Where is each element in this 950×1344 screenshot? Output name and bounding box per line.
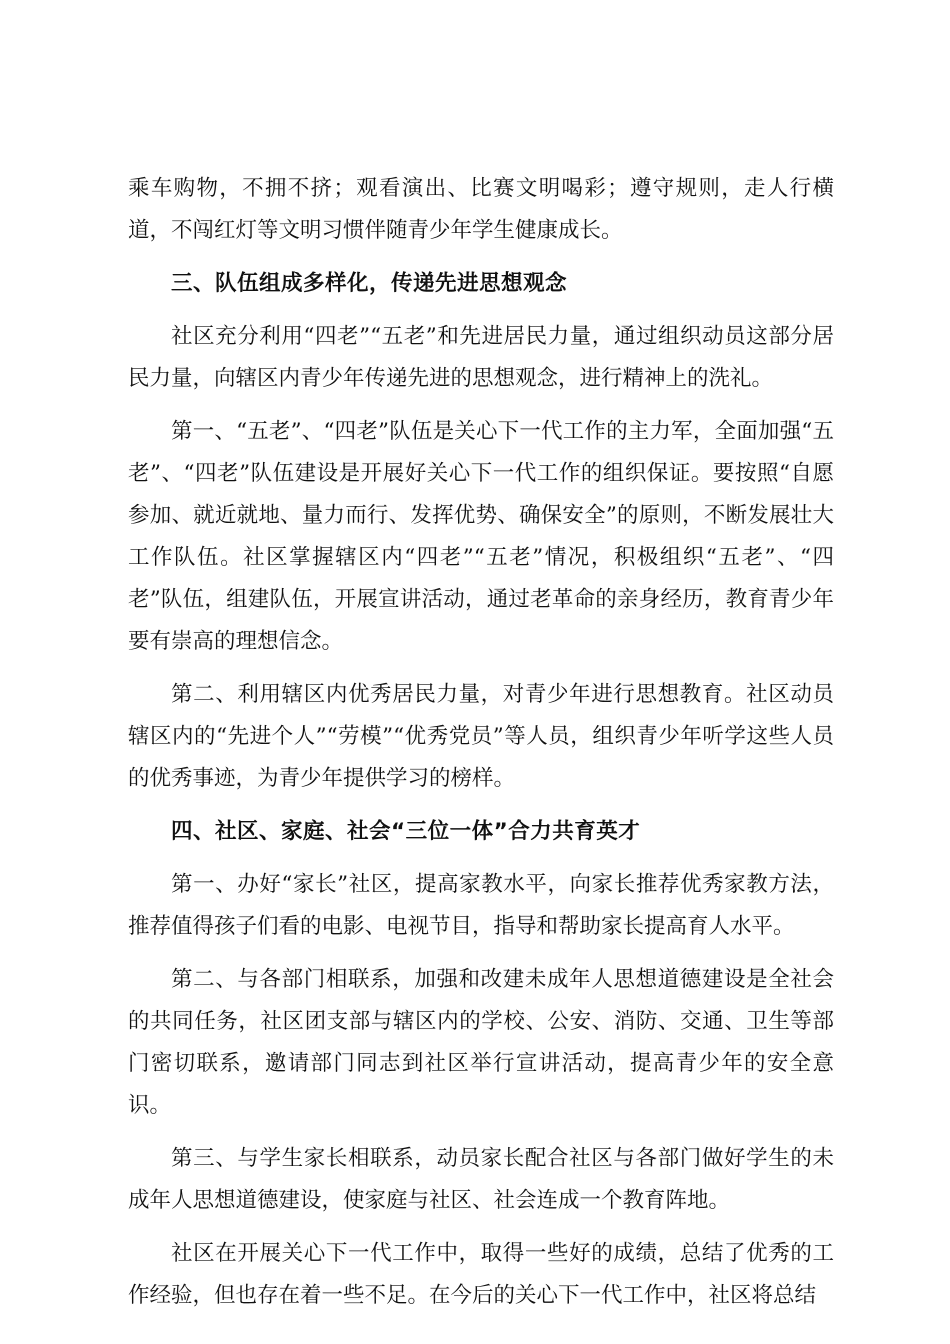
section-heading-three: 三、队伍组成多样化，传递先进思想观念 <box>171 271 568 296</box>
paragraph-continuation: 乘车购物，不拥不挤；观看演出、比赛文明喝彩；遵守规则，走人行横道，不闯红灯等文明习惯伴随青少年学生健康成长。 <box>128 176 834 243</box>
paragraph: 社区充分利用“四老”“五老”和先进居民力量，通过组织动员这部分居民力量，向辖区内青少年传递先进的思想观念，进行精神上的洗礼。 <box>128 324 834 391</box>
paragraph: 第二、利用辖区内优秀居民力量，对青少年进行思想教育。社区动员辖区内的“先进个人”“劳模”“优秀党员”等人员，组织青少年听学这些人员的优秀事迹，为青少年提供学习的榜样。 <box>128 682 834 791</box>
paragraph: 第三、与学生家长相联系，动员家长配合社区与各部门做好学生的未成年人思想道德建设，使家庭与社区、社会连成一个教育阵地。 <box>128 1146 834 1213</box>
paragraph: 第一、办好“家长”社区，提高家教水平，向家长推荐优秀家教方法，推荐值得孩子们看的电影、电视节目，指导和帮助家长提高育人水平。 <box>128 872 834 939</box>
paragraph: 社区在开展关心下一代工作中，取得一些好的成绩，总结了优秀的工作经验，但也存在着一些不足。在今后的关心下一代工作中，社区将总结 <box>128 1241 834 1308</box>
paragraph: 第二、与各部门相联系，加强和改建未成年人思想道德建设是全社会的共同任务，社区团支部与辖区内的学校、公安、消防、交通、卫生等部门密切联系，邀请部门同志到社区举行宣讲活动，提高青少年的安全意识。 <box>128 967 834 1118</box>
document-body <box>128 168 834 1328</box>
paragraph: 第一、“五老”、“四老”队伍是关心下一代工作的主力军，全面加强“五老”、“四老”队伍建设是开展好关心下一代工作的组织保证。要按照“自愿参加、就近就地、量力而行、发挥优势、确保安全”的原则，不断发展壮大工作队伍。社区掌握辖区内“四老”“五老”情况，积极组织“五老”、“四老”队伍，组建队伍，开展宣讲活动，通过老革命的亲身经历，教育青少年要有崇高的理想信念。 <box>128 419 834 654</box>
section-heading-four: 四、社区、家庭、社会“三位一体”合力共育英才 <box>171 819 641 844</box>
